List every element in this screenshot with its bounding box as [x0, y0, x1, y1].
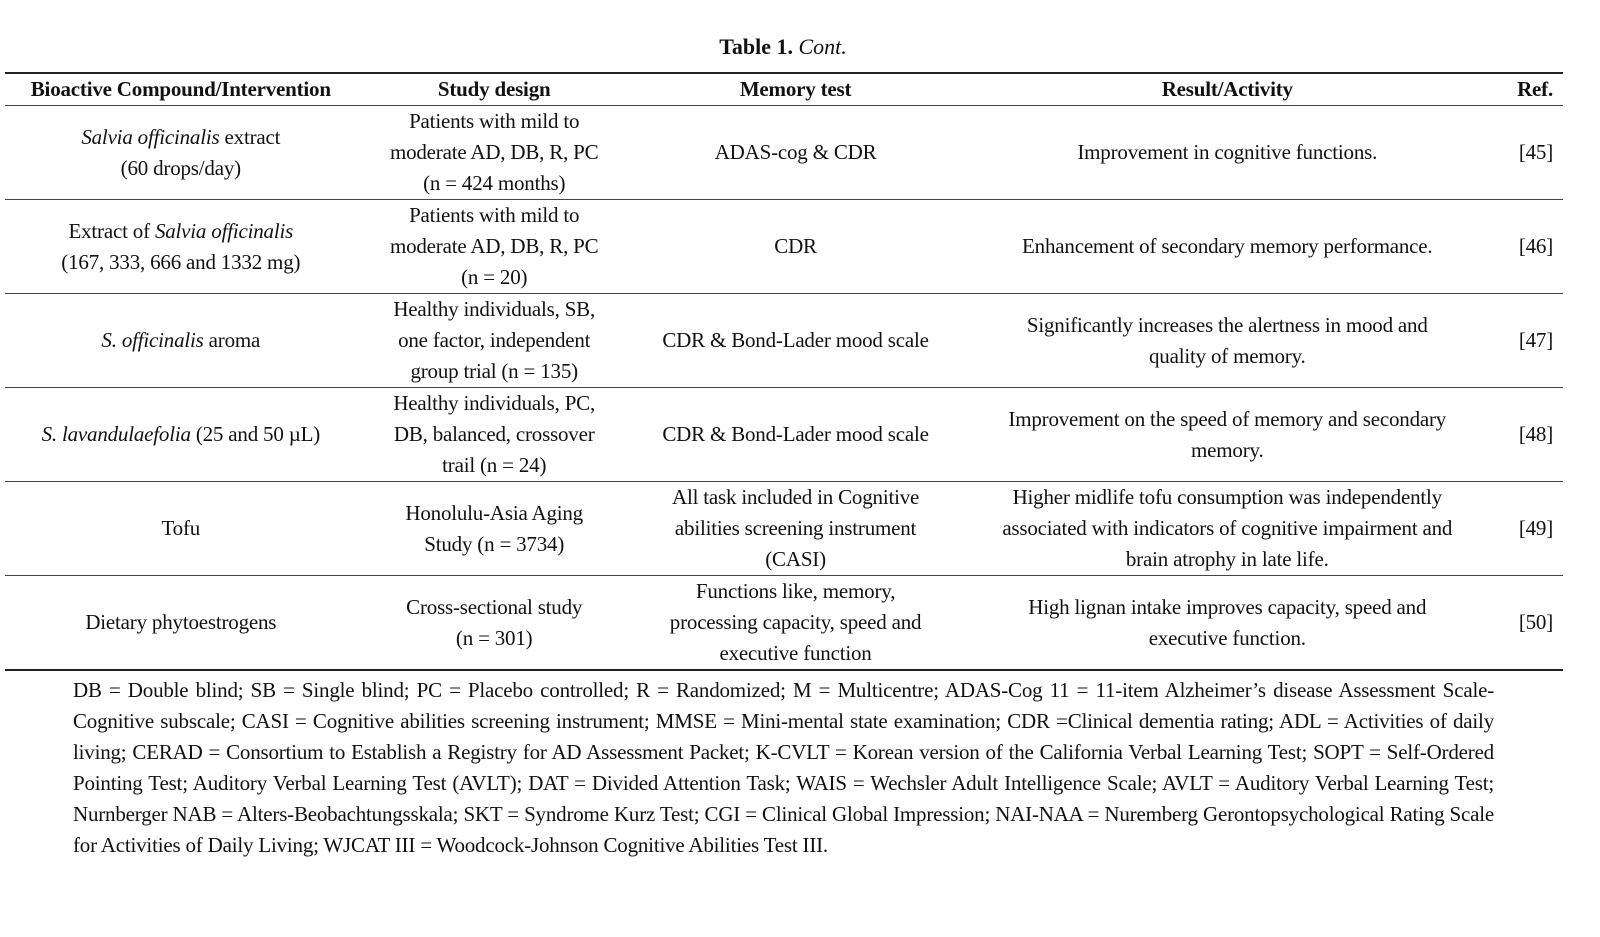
compound-line	[5, 513, 357, 544]
cell-result-line: associated with indicators of cognitive impairment and	[1002, 516, 1453, 540]
compound-text: extract	[219, 124, 281, 149]
compound-line	[5, 419, 357, 450]
cell-compound	[5, 388, 357, 482]
compound-line	[5, 122, 357, 153]
cell-ref: [50]	[1518, 610, 1553, 634]
compound-line	[5, 607, 357, 638]
table-row	[5, 200, 1563, 294]
cell-memory-test-line: Functions like, memory,	[695, 579, 896, 603]
cell-result-line: memory.	[1191, 437, 1264, 462]
cell-compound	[5, 200, 357, 294]
cell-result	[959, 482, 1495, 576]
table-number: Table 1.	[719, 34, 793, 59]
cell-study-design	[357, 576, 632, 671]
cell-study-design-line: trail (n = 24)	[442, 453, 547, 477]
table-row	[5, 106, 1563, 200]
cell-memory-test-line: CDR	[774, 234, 817, 258]
cell-study-design	[357, 482, 632, 576]
cell-ref: [46]	[1518, 234, 1553, 258]
header-study-design: Study design	[437, 77, 551, 101]
cell-study-design-line: moderate AD, DB, R, PC	[389, 140, 599, 164]
cell-compound	[5, 576, 357, 671]
cell-memory-test-line: CDR & Bond-Lader mood scale	[662, 328, 929, 352]
cell-study-design-line: Study (n = 3734)	[424, 531, 565, 556]
cell-result-line: Improvement in cognitive functions.	[1077, 140, 1378, 164]
cell-study-design-line: (n = 301)	[455, 625, 533, 650]
cell-memory-test	[632, 200, 960, 294]
compound-text: Extract of	[68, 218, 155, 243]
cell-study-design-line: Cross-sectional study	[406, 594, 583, 619]
compound-species: S. officinalis	[101, 328, 204, 352]
compound-line	[5, 325, 357, 356]
cell-study-design-line: (n = 424 months)	[423, 171, 566, 195]
cell-study-design-line: Healthy individuals, SB,	[393, 297, 596, 321]
compound-species: Salvia officinalis	[154, 218, 294, 243]
cell-result-line: High lignan intake improves capacity, speed and	[1028, 594, 1427, 619]
compound-text: (25 and 50 µL)	[190, 422, 321, 446]
cell-compound	[5, 482, 357, 576]
cell-ref: [48]	[1518, 422, 1553, 446]
compound-dose: (167, 333, 666 and 1332 mg)	[61, 249, 301, 274]
cell-result	[959, 106, 1495, 200]
table-footnote: DB = Double blind; SB = Single blind; PC = Placebo controlled; R = Randomized; M = Multicentre; ADAS-Cog 11 = 11-item Alzheimer’s disease Assessment Scale-Cognitive subscale; CASI = Cognitive abilities screening instrument; MMSE = Mini-mental state examination; CDR =Clinical dementia rating; ADL = Activities of daily living; CERAD = Consortium to Establish a Registry for AD Assessment Packet; K-CVLT = Korean version of the California Verbal Learning Test; SOPT = Self-Ordered Pointing Test; Auditory Verbal Learning Test (AVLT); DAT = Divided Attention Task; WAIS = Wechsler Adult Intelligence Scale; AVLT = Auditory Verbal Learning Test; Nurnberger NAB = Alters-Beobachtungsskala; SKT = Syndrome Kurz Test; CGI = Clinical Global Impression; NAI-NAA = Nuremberg Gerontopsychological Rating Scale for Activities of Daily Living; WJCAT III = Woodcock-Johnson Cognitive Abilities Test III.	[73, 678, 1494, 857]
data-table	[5, 72, 1563, 671]
compound-text: Dietary phytoestrogens	[85, 610, 277, 634]
cell-result-line: Significantly increases the alertness in mood and	[1026, 312, 1428, 337]
table-row	[5, 294, 1563, 388]
table-row	[5, 388, 1563, 482]
compound-species: Salvia officinalis	[81, 124, 220, 149]
compound-dose: (60 drops/day)	[120, 155, 241, 180]
cell-result-line: Improvement on the speed of memory and secondary	[1008, 406, 1447, 431]
header-ref: Ref.	[1517, 77, 1553, 101]
cell-study-design-line: Patients with mild to	[409, 203, 580, 227]
cell-study-design-line: one factor, independent	[398, 328, 591, 352]
cell-result-line: quality of memory.	[1148, 343, 1306, 368]
cell-result	[959, 294, 1495, 388]
compound-text: aroma	[203, 328, 261, 352]
cell-result-line: Enhancement of secondary memory performance.	[1022, 234, 1433, 258]
cell-memory-test-line: CDR & Bond-Lader mood scale	[662, 422, 929, 446]
cell-study-design	[357, 294, 632, 388]
cell-memory-test	[632, 576, 960, 671]
cell-study-design	[357, 200, 632, 294]
table-row	[5, 482, 1563, 576]
table-row	[5, 576, 1563, 671]
cell-study-design-line: group trial (n = 135)	[410, 359, 578, 383]
cell-study-design	[357, 388, 632, 482]
cell-study-design-line: moderate AD, DB, R, PC	[389, 234, 599, 258]
header-memory-test: Memory test	[739, 77, 852, 101]
cell-memory-test	[632, 388, 960, 482]
cell-ref: [47]	[1518, 328, 1553, 352]
cell-result-line: brain atrophy in late life.	[1125, 547, 1329, 571]
table-title	[0, 32, 1566, 62]
cell-compound	[5, 294, 357, 388]
compound-text: Tofu	[161, 516, 201, 540]
cell-ref: [45]	[1518, 140, 1553, 164]
cell-memory-test-line: ADAS-cog & CDR	[714, 140, 877, 164]
cell-memory-test-line: executive function	[719, 641, 872, 665]
cell-result-line: executive function.	[1148, 625, 1306, 650]
cell-memory-test-line: (CASI)	[765, 547, 826, 571]
cell-memory-test-line: All task included in Cognitive	[672, 485, 920, 509]
cell-study-design-line: Healthy individuals, PC,	[393, 391, 596, 415]
cell-study-design-line: Honolulu-Asia Aging	[405, 500, 583, 525]
cell-memory-test-line: processing capacity, speed and	[669, 610, 922, 634]
cell-memory-test	[632, 482, 960, 576]
cell-memory-test-line: abilities screening instrument	[674, 516, 917, 540]
header-result: Result/Activity	[1161, 77, 1293, 101]
compound-line	[5, 216, 357, 247]
cell-memory-test	[632, 106, 960, 200]
cell-ref: [49]	[1518, 516, 1553, 540]
compound-species: S. lavandulaefolia	[41, 422, 191, 446]
cell-study-design-line: DB, balanced, crossover	[393, 422, 595, 446]
cell-study-design-line: Patients with mild to	[409, 109, 580, 133]
cell-study-design-line: (n = 20)	[461, 265, 528, 289]
cell-memory-test	[632, 294, 960, 388]
cell-result	[959, 388, 1495, 482]
table-continued: Cont.	[798, 34, 847, 59]
header-row	[5, 73, 1563, 106]
cell-study-design	[357, 106, 632, 200]
cell-compound	[5, 106, 357, 200]
header-compound: Bioactive Compound/Intervention	[30, 77, 331, 101]
cell-result-line: Higher midlife tofu consumption was independently	[1012, 485, 1442, 509]
cell-result	[959, 576, 1495, 671]
cell-result	[959, 200, 1495, 294]
